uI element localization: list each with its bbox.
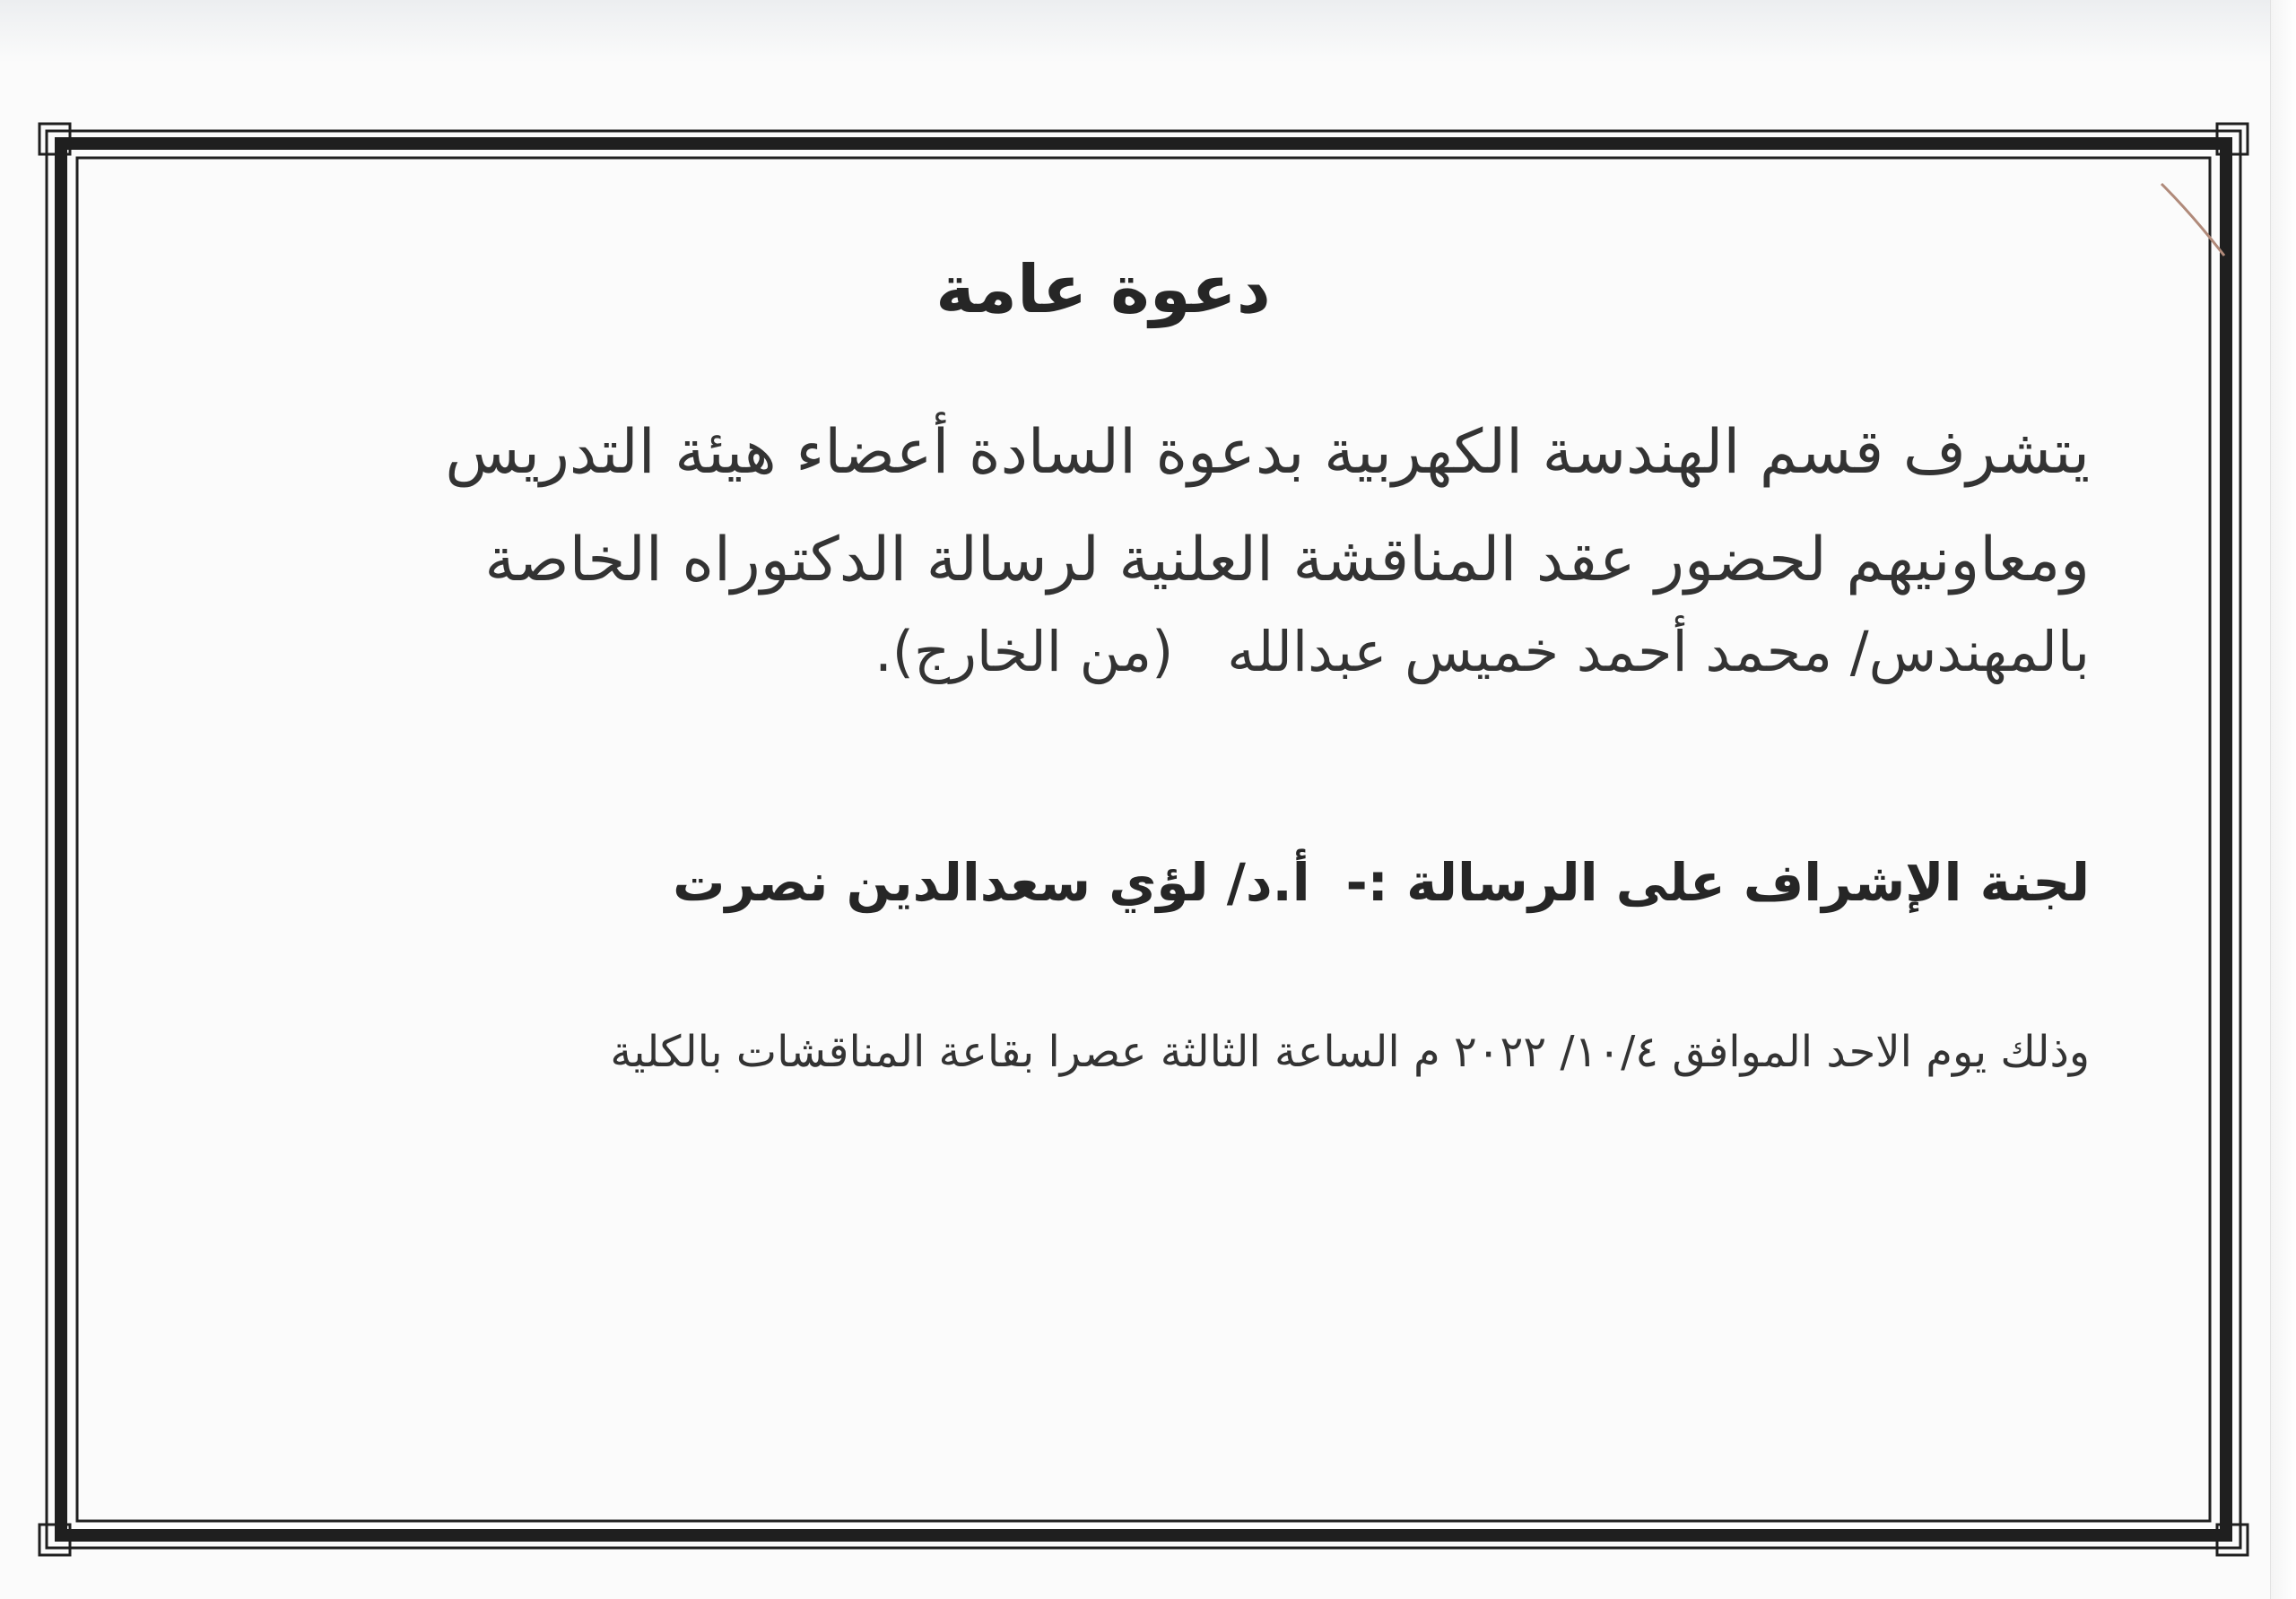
body-line-2: ومعاونيهم لحضور عقد المناقشة العلنية لرسالة الدكتوراه الخاصة (484, 525, 2090, 595)
border-inner-line (77, 158, 2210, 1521)
body-line-3 (874, 619, 2090, 684)
supervision-committee (673, 852, 2090, 913)
committee-label: لجنة الإشراف على الرسالة :- (1345, 852, 2090, 913)
staple-mark (2157, 179, 2229, 260)
body-line-1: يتشرف قسم الهندسة الكهربية بدعوة السادة أعضاء هيئة التدريس (445, 417, 2090, 488)
border-outer-line (47, 131, 2240, 1548)
document-title: دعوة عامة (935, 251, 1271, 328)
engineer-note: (من الخارج). (874, 619, 1174, 684)
engineer-name: بالمهندس/ محمد أحمد خميس عبدالله (1227, 619, 2090, 684)
committee-member: أ.د/ لؤي سعدالدين نصرت (673, 852, 1310, 913)
corner-ornaments (39, 124, 2248, 1555)
border-thick-line (61, 143, 2226, 1535)
date-and-venue: وذلك يوم الاحد الموافق ١٠/٤/ ٢٠٢٢ م الساعة الثالثة عصرا بقاعة المناقشات بالكلية (610, 1027, 2090, 1077)
